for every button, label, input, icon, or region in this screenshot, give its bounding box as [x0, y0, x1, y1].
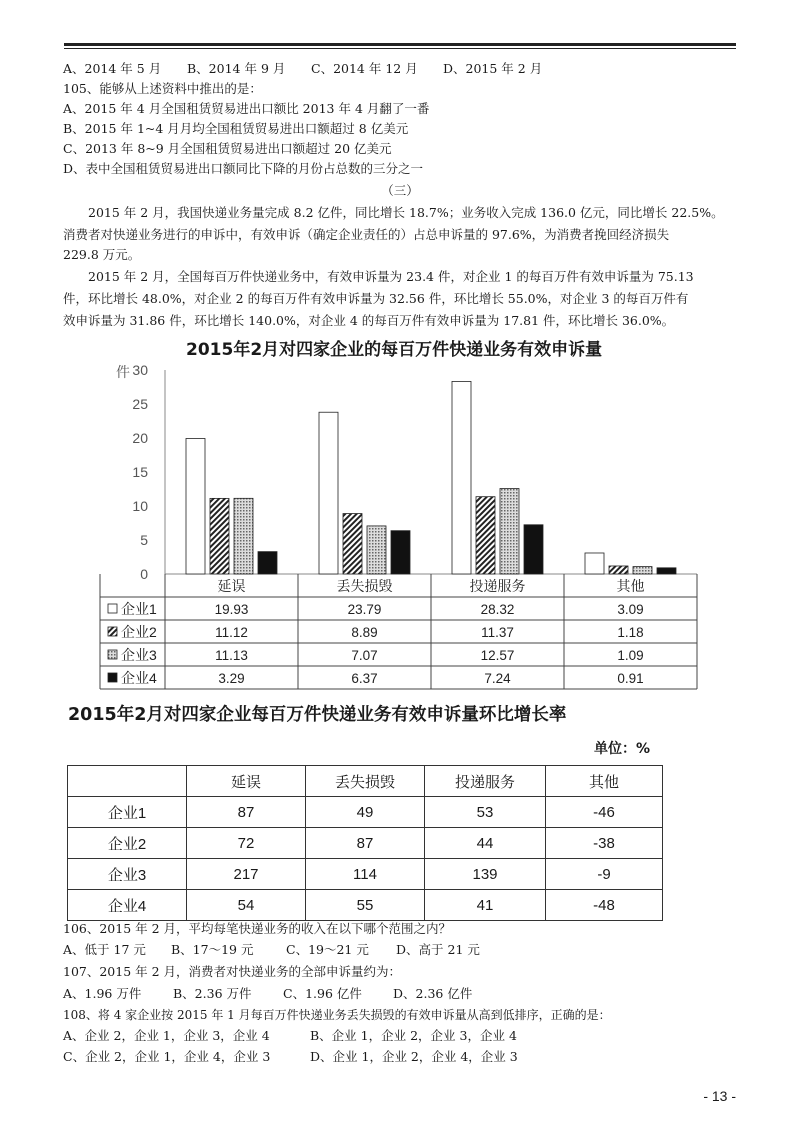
table-cell: 54 — [187, 890, 306, 921]
q107-option: A、1.96 万件 — [63, 986, 142, 1001]
y-axis-label: 件 — [116, 364, 130, 380]
bar — [452, 381, 471, 574]
bar — [186, 438, 205, 574]
x-tick-label: 投递服务 — [469, 578, 526, 594]
data-label: 3.29 — [218, 671, 245, 686]
x-tick-label: 延误 — [217, 578, 246, 594]
legend-label: 企业4 — [121, 670, 157, 686]
table-header-cell — [68, 766, 187, 797]
bar — [476, 497, 495, 574]
bar — [585, 553, 604, 574]
page-number: - 13 - — [703, 1088, 736, 1104]
q108-stem: 108、将 4 家企业按 2015 年 1 月每百万件快递业务丢失损毁的有效申诉量从高到低排序，正确的是： — [63, 1008, 611, 1022]
legend-swatch — [108, 673, 117, 682]
header-rule-thick — [64, 43, 736, 46]
table-cell: -46 — [546, 797, 663, 828]
table-cell: 41 — [425, 890, 546, 921]
q105-option-b: B、2015 年 1~4 月月均全国租赁贸易进出口额超过 8 亿美元 — [63, 121, 409, 136]
data-label: 7.07 — [351, 648, 378, 663]
data-label: 3.09 — [617, 602, 644, 617]
bar — [500, 489, 519, 574]
data-label: 12.57 — [480, 648, 515, 663]
bar-chart — [0, 360, 800, 720]
table-cell: 53 — [425, 797, 546, 828]
q108-option: B、企业 1，企业 2，企业 3，企业 4 — [310, 1028, 517, 1043]
table-cell: 217 — [187, 859, 306, 890]
q105-option-c: C、2013 年 8~9 月全国租赁贸易进出口额超过 20 亿美元 — [63, 141, 392, 156]
table-header-cell: 其他 — [546, 766, 663, 797]
x-tick-label: 其他 — [616, 578, 645, 594]
data-label: 6.37 — [351, 671, 378, 686]
table-row — [68, 828, 663, 859]
legend-swatch — [108, 604, 117, 613]
data-label: 11.12 — [215, 625, 248, 640]
table-header-cell: 丢失损毁 — [306, 766, 425, 797]
table-cell: -48 — [546, 890, 663, 921]
table-cell: -9 — [546, 859, 663, 890]
table2-title: 2015年2月对四家企业每百万件快递业务有效申诉量环比增长率 — [68, 705, 567, 725]
q104-option: D、2015 年 2 月 — [443, 61, 543, 76]
row-label: 企业3 — [68, 859, 187, 890]
table-cell: 87 — [187, 797, 306, 828]
bar — [367, 526, 386, 574]
bar — [657, 568, 676, 574]
table-cell: 55 — [306, 890, 425, 921]
q107-stem: 107、2015 年 2 月，消费者对快递业务的全部申诉量约为： — [63, 964, 402, 979]
y-tick-label: 25 — [132, 396, 148, 412]
table-cell: 44 — [425, 828, 546, 859]
table-cell: 139 — [425, 859, 546, 890]
data-label: 1.18 — [617, 625, 644, 640]
x-tick-label: 丢失损毁 — [336, 578, 393, 594]
data-label: 0.91 — [617, 671, 644, 686]
table-row — [68, 890, 663, 921]
q104-option: C、2014 年 12 月 — [311, 61, 418, 76]
y-tick-label: 0 — [140, 566, 148, 582]
table-header-row — [68, 766, 663, 797]
data-label: 11.37 — [481, 625, 514, 640]
table-cell: 49 — [306, 797, 425, 828]
q105-option-a: A、2015 年 4 月全国租赁贸易进出口额比 2013 年 4 月翻了一番 — [63, 101, 430, 116]
bar — [524, 525, 543, 574]
q108-options-ab — [63, 1027, 517, 1045]
passage-line: 2015 年 2 月，全国每百万件快递业务中，有效申诉量为 23.4 件，对企业 1 的每百万件有效申诉量为 75.13 — [88, 269, 694, 284]
table-cell: 72 — [187, 828, 306, 859]
passage-line: 2015 年 2 月，我国快递业务量完成 8.2 亿件，同比增长 18.7%；业务收入完成 136.0 亿元，同比增长 22.5%。 — [88, 205, 724, 220]
q108-options-cd — [63, 1048, 518, 1066]
table-cell: 114 — [306, 859, 425, 890]
q105-option-d: D、表中全国租赁贸易进出口额同比下降的月份占总数的三分之一 — [63, 161, 424, 176]
data-label: 7.24 — [484, 671, 511, 686]
row-label: 企业1 — [68, 797, 187, 828]
q108-option: C、企业 2，企业 1，企业 4，企业 3 — [63, 1049, 271, 1064]
q104-option: A、2014 年 5 月 — [63, 61, 162, 76]
q106-option: C、19～21 元 — [286, 942, 369, 957]
table-row — [68, 797, 663, 828]
header-rule-thin — [64, 48, 736, 49]
row-label: 企业2 — [68, 828, 187, 859]
bar — [633, 567, 652, 574]
q104-option: B、2014 年 9 月 — [187, 61, 286, 76]
q106-option: D、高于 21 元 — [396, 942, 480, 957]
table-header-cell: 投递服务 — [425, 766, 546, 797]
data-label: 11.13 — [215, 648, 248, 663]
q106-option: B、17～19 元 — [171, 942, 254, 957]
q106-stem: 106、2015 年 2 月，平均每笔快递业务的收入在以下哪个范围之内？ — [63, 921, 452, 936]
q104-options — [63, 60, 542, 78]
bar — [234, 498, 253, 574]
q105-stem: 105、能够从上述资料中推出的是： — [63, 81, 262, 96]
row-label: 企业4 — [68, 890, 187, 921]
y-tick-label: 30 — [132, 362, 148, 378]
passage-line: 229.8 万元。 — [63, 247, 141, 262]
y-tick-label: 15 — [132, 464, 148, 480]
section-marker: （三） — [381, 183, 419, 198]
data-label: 8.89 — [351, 625, 378, 640]
legend-label: 企业1 — [121, 601, 157, 617]
q106-option: A、低于 17 元 — [63, 942, 146, 957]
q108-option: D、企业 1，企业 2，企业 4，企业 3 — [310, 1049, 518, 1064]
chart-title: 2015年2月对四家企业的每百万件快递业务有效申诉量 — [186, 340, 603, 360]
table-cell: -38 — [546, 828, 663, 859]
growth-rate-table — [67, 765, 663, 921]
bar — [319, 412, 338, 574]
legend-label: 企业3 — [121, 647, 157, 663]
passage-line: 效申诉量为 31.86 件，环比增长 140.0%，对企业 4 的每百万件有效申诉量为 17.81 件，环比增长 36.0%。 — [63, 313, 675, 328]
q107-options — [63, 985, 472, 1003]
table-row — [68, 859, 663, 890]
q107-option: D、2.36 亿件 — [393, 986, 473, 1001]
q108-option: A、企业 2，企业 1，企业 3，企业 4 — [63, 1028, 270, 1043]
data-label: 23.79 — [347, 602, 382, 617]
legend-swatch — [108, 650, 117, 659]
q107-option: C、1.96 亿件 — [283, 986, 362, 1001]
passage-line: 件，环比增长 48.0%，对企业 2 的每百万件有效申诉量为 32.56 件，环比增长 55.0%，对企业 3 的每百万件有 — [63, 291, 689, 306]
data-label: 1.09 — [617, 648, 644, 663]
table2-unit: 单位：% — [594, 741, 651, 757]
q106-options — [63, 941, 480, 959]
y-tick-label: 5 — [140, 532, 148, 548]
y-tick-label: 10 — [132, 498, 148, 514]
bar — [343, 514, 362, 574]
bar — [609, 566, 628, 574]
table-header-cell: 延误 — [187, 766, 306, 797]
legend-label: 企业2 — [121, 624, 157, 640]
bar — [391, 531, 410, 574]
q107-option: B、2.36 万件 — [173, 986, 252, 1001]
passage-line: 消费者对快递业务进行的申诉中，有效申诉（确定企业责任的）占总申诉量的 97.6%，为消费者挽回经济损失 — [63, 227, 670, 242]
data-label: 28.32 — [480, 602, 515, 617]
bar — [210, 498, 229, 574]
bar — [258, 552, 277, 574]
y-tick-label: 20 — [132, 430, 148, 446]
table-cell: 87 — [306, 828, 425, 859]
data-label: 19.93 — [214, 602, 249, 617]
legend-swatch — [108, 627, 117, 636]
